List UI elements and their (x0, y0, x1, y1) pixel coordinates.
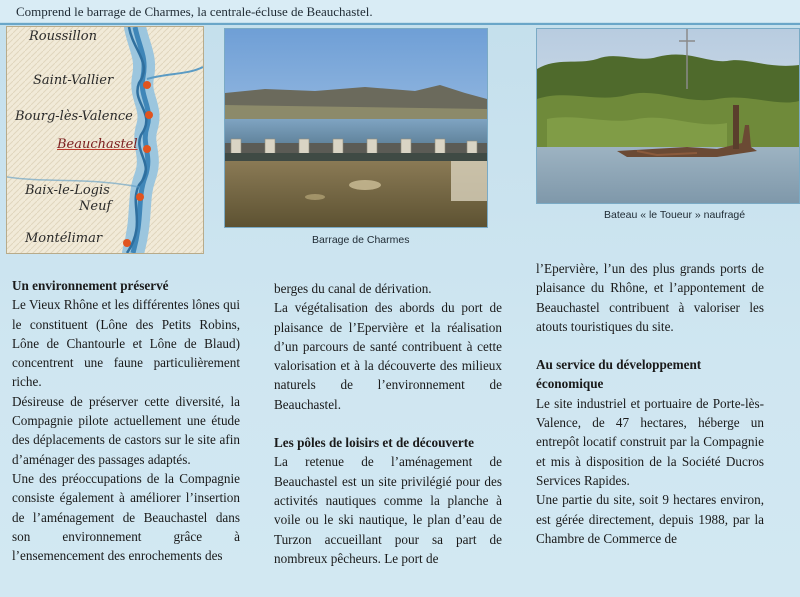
dam-photo (224, 28, 488, 228)
river-map (6, 26, 204, 254)
text-column-1 (12, 276, 240, 565)
paragraph: Une des préoccupations de la Compagnie consiste également à améliorer l’insertion de l’aménagement de Beauchastel dans son environnement grâce à l’ensemencement des enrochements des (12, 470, 240, 564)
boat-photo-caption: Bateau « le Toueur » naufragé (604, 209, 746, 221)
dam-photo-caption: Barrage de Charmes (312, 234, 410, 246)
map-dot-baix (136, 193, 144, 201)
map-dot-beauchastel (143, 145, 151, 153)
paragraph: Désireuse de préserver cette diversité, la Compagnie pilote actuellement une étude des déplacements de castors sur le site afin d’aménager des passages adaptés. (12, 393, 240, 467)
paragraph: La végétalisation des abords du port de plaisance de l’Epervière et la réalisation d’un parcours de santé contribuent à cette valorisation et à la découverte des milieux naturels de l’environnement de Beauchastel. (274, 300, 502, 412)
top-rule (0, 23, 800, 25)
map-dot-saint-vallier (143, 81, 151, 89)
paragraph: La retenue de l’aménagement de Beauchastel est un site privilégié pour des activités nautiques comme la planche à voile ou le ski nautique, le plan d’eau de Turzon accueillant pour sa part de nombreux pêcheurs. Le port de (274, 454, 502, 566)
map-label-baix-le-logis: Baix-le-Logis (25, 183, 110, 198)
map-label-beauchastel: Beauchastel (57, 137, 138, 152)
paragraph: Le site industriel et portuaire de Porte-lès-Valence, de 47 hectares, héberge un entrepôt locatif construit par la Compagnie et mis à disposition de la Société Ducros Services Rapides. (536, 395, 764, 488)
paragraph: Une partie du site, soit 9 hectares environ, est gérée directement, depuis 1988, par la Chambre de Commerce de (536, 492, 764, 546)
boat-photo (536, 28, 800, 204)
map-label-saint-vallier: Saint-Vallier (33, 73, 114, 88)
map-label-neuf: Neuf (79, 199, 112, 214)
top-caption: Comprend le barrage de Charmes, la centrale-écluse de Beauchastel. (16, 4, 373, 19)
heading-environnement: Un environnement préservé (12, 278, 169, 293)
map-dot-bourg-les-valence (145, 111, 153, 119)
text-column-3 (536, 259, 764, 548)
heading-developpement: Au service du développement économique (536, 357, 702, 392)
text-column-2 (274, 279, 502, 568)
map-label-bourg-les-valence: Bourg-lès-Valence (15, 109, 133, 124)
paragraph: l’Epervière, l’un des plus grands ports de plaisance du Rhône, et l’appontement de Beauchastel contribuent à valoriser les atouts touristiques du site. (536, 261, 764, 334)
heading-loisirs: Les pôles de loisirs et de découverte (274, 435, 474, 451)
paragraph: Le Vieux Rhône et les différentes lônes qui le constituent (Lône des Petits Robins, Lône de Chantourle et Lône de Blaud) concentrent une faune particulièrement riche. (12, 297, 240, 390)
map-label-montelimar: Montélimar (25, 231, 103, 246)
paragraph: berges du canal de dérivation. (274, 281, 432, 296)
map-dot-montelimar (123, 239, 131, 247)
map-label-roussillon: Roussillon (29, 29, 98, 44)
